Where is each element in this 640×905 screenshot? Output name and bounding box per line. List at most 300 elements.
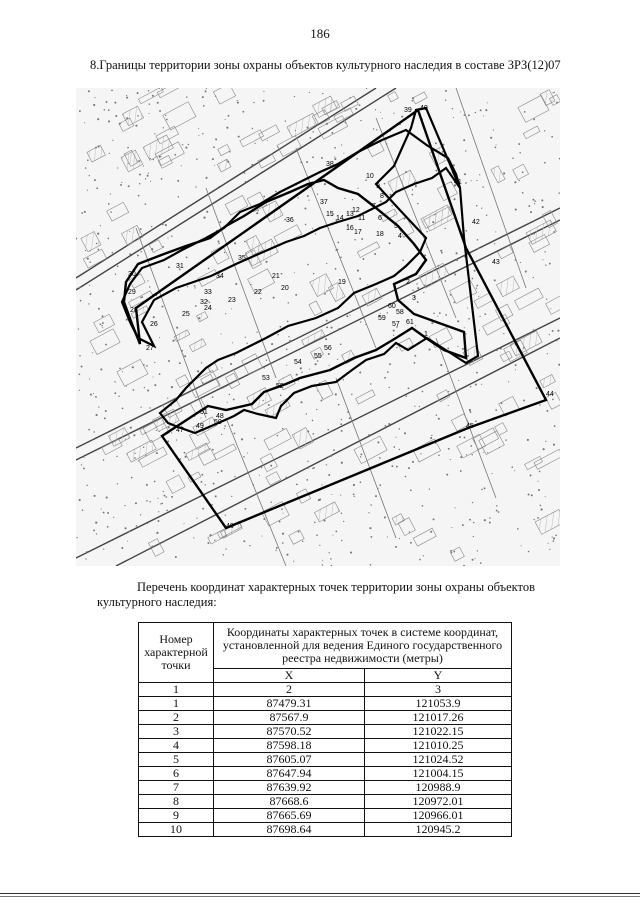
map-dot: [163, 540, 165, 542]
map-point-label: 13: [346, 211, 354, 218]
map-dot: [522, 171, 524, 173]
map-dot: [489, 517, 491, 519]
map-dot: [76, 288, 77, 289]
map-dot: [384, 516, 386, 518]
map-dot: [139, 173, 141, 175]
map-dot: [347, 411, 349, 413]
map-dot: [530, 474, 532, 476]
map-dot: [540, 508, 542, 510]
map-dot: [114, 392, 116, 394]
map-dot: [351, 394, 352, 395]
map-dot: [223, 554, 224, 555]
map-dot: [482, 186, 484, 188]
map-dot: [494, 243, 495, 244]
map-dot: [412, 290, 413, 291]
map-dot: [112, 441, 113, 442]
map-dot: [207, 542, 209, 544]
map-dot: [166, 119, 168, 121]
map-dot: [375, 495, 377, 497]
map-dot: [263, 91, 264, 92]
map-dot: [137, 254, 139, 256]
map-dot: [412, 194, 414, 196]
map-dot: [214, 540, 215, 541]
map-dot: [119, 123, 121, 125]
map-dot: [221, 367, 222, 368]
map-dot: [140, 514, 141, 515]
map-dot: [126, 117, 128, 119]
map-dot: [403, 237, 404, 238]
point-number-cell: 5: [139, 753, 214, 767]
map-dot: [100, 368, 102, 370]
map-dot: [166, 496, 168, 498]
map-dot: [161, 156, 162, 157]
map-dot: [153, 376, 154, 377]
map-dot: [160, 503, 161, 504]
map-dot: [302, 541, 303, 542]
map-dot: [414, 355, 416, 357]
map-dot: [103, 549, 104, 550]
map-dot: [307, 264, 309, 266]
map-dot: [221, 470, 223, 472]
map-dot: [137, 92, 139, 94]
map-dot: [422, 505, 424, 507]
footer-rule-secondary: [0, 896, 640, 897]
map-dot: [481, 384, 482, 385]
map-dot: [527, 439, 529, 441]
map-dot: [117, 483, 118, 484]
map-dot: [450, 294, 452, 296]
map-dot: [93, 529, 95, 531]
map-point-label: 8: [380, 193, 384, 200]
map-dot: [433, 313, 435, 315]
map-dot: [360, 453, 362, 455]
map-dot: [138, 460, 139, 461]
map-dot: [125, 439, 126, 440]
x-coordinate-cell: 87647.94: [214, 767, 365, 781]
map-dot: [423, 555, 424, 556]
map-dot: [215, 138, 217, 140]
map-dot: [459, 388, 461, 390]
map-dot: [370, 536, 372, 538]
map-dot: [159, 156, 161, 158]
map-dot: [556, 102, 558, 104]
y-coordinate-cell: 120988.9: [365, 781, 512, 795]
map-dot: [476, 285, 478, 287]
map-dot: [537, 517, 539, 519]
map-dot: [178, 290, 180, 292]
map-dot: [256, 332, 257, 333]
map-dot: [326, 290, 327, 291]
map-dot: [96, 187, 98, 189]
map-dot: [286, 554, 288, 556]
map-dot: [470, 411, 472, 413]
map-dot: [408, 387, 410, 389]
map-dot: [195, 305, 197, 307]
map-dot: [321, 484, 322, 485]
map-dot: [184, 452, 186, 454]
map-dot: [453, 301, 455, 303]
map-dot: [370, 564, 372, 566]
map-dot: [162, 306, 164, 308]
map-dot: [429, 488, 430, 489]
map-dot: [109, 153, 110, 154]
map-dot: [321, 157, 323, 159]
map-dot: [328, 228, 330, 230]
map-dot: [453, 551, 455, 553]
map-dot: [95, 97, 96, 98]
map-dot: [419, 406, 420, 407]
map-dot: [556, 340, 558, 342]
map-dot: [249, 545, 250, 546]
map-dot: [308, 467, 309, 468]
map-dot: [548, 543, 549, 544]
map-dot: [331, 132, 333, 134]
map-dot: [103, 109, 105, 111]
map-dot: [224, 428, 225, 429]
map-dot: [422, 391, 424, 393]
map-dot: [376, 129, 377, 130]
map-dot: [282, 542, 284, 544]
map-dot: [79, 286, 81, 288]
map-dot: [542, 448, 544, 450]
table-index-row: [139, 683, 512, 697]
map-dot: [151, 545, 153, 547]
x-coordinate-cell: 87479.31: [214, 697, 365, 711]
map-dot: [254, 143, 255, 144]
map-point-label: 14: [336, 215, 344, 222]
map-dot: [399, 428, 401, 430]
map-dot: [330, 558, 332, 560]
map-dot: [88, 303, 89, 304]
header-y: Y: [365, 669, 512, 683]
map-dot: [227, 161, 229, 163]
caption-line2: культурного наследия:: [97, 595, 217, 609]
map-point-label: 22: [254, 289, 262, 296]
map-dot: [79, 373, 81, 375]
map-dot: [89, 285, 90, 286]
map-dot: [122, 371, 123, 372]
map-dot: [116, 456, 117, 457]
map-dot: [448, 405, 449, 406]
map-point-label: 49: [196, 423, 204, 430]
map-dot: [307, 430, 309, 432]
map-dot: [354, 239, 356, 241]
map-dot: [521, 545, 522, 546]
map-dot: [201, 481, 203, 483]
map-dot: [168, 360, 170, 362]
map-dot: [387, 536, 388, 537]
map-point-label: 20: [281, 285, 289, 292]
map-dot: [441, 252, 443, 254]
map-dot: [197, 370, 199, 372]
map-dot: [545, 264, 546, 265]
map-dot: [151, 226, 152, 227]
map-dot: [221, 333, 222, 334]
map-dot: [83, 456, 84, 457]
map-dot: [552, 330, 554, 332]
map-dot: [79, 499, 81, 501]
map-dot: [228, 115, 230, 117]
map-dot: [480, 562, 482, 564]
map-dot: [319, 498, 321, 500]
map-dot: [157, 102, 159, 104]
map-dot: [544, 130, 545, 131]
map-dot: [435, 214, 436, 215]
map-dot: [226, 160, 227, 161]
map-dot: [277, 435, 278, 436]
map-dot: [541, 199, 543, 201]
map-point-label: 5: [394, 223, 398, 230]
map-dot: [369, 527, 371, 529]
map-dot: [105, 410, 107, 412]
map-dot: [196, 518, 197, 519]
x-coordinate-cell: 87668.6: [214, 795, 365, 809]
map-dot: [349, 417, 351, 419]
map-dot: [101, 508, 102, 509]
map-dot: [132, 366, 134, 368]
map-dot: [412, 97, 414, 99]
map-point-label: 56: [324, 345, 332, 352]
map-dot: [85, 250, 86, 251]
map-dot: [135, 125, 137, 127]
map-point-label: 23: [228, 297, 236, 304]
map-dot: [294, 96, 295, 97]
map-dot: [94, 495, 96, 497]
map-point-label: 4: [398, 233, 402, 240]
map-dot: [525, 270, 527, 272]
map-dot: [437, 265, 439, 267]
map-dot: [316, 409, 317, 410]
map-dot: [141, 296, 143, 298]
map-dot: [176, 439, 177, 440]
map-dot: [523, 347, 525, 349]
map-dot: [98, 308, 100, 310]
map-point-label: 19: [338, 279, 346, 286]
map-dot: [472, 559, 474, 561]
map-dot: [244, 508, 246, 510]
map-point-label: 35: [238, 255, 246, 262]
map-dot: [107, 512, 109, 514]
map-dot: [533, 233, 535, 235]
map-dot: [102, 322, 104, 324]
map-dot: [378, 488, 379, 489]
map-dot: [470, 386, 472, 388]
map-dot: [539, 404, 541, 406]
index-col-3: 3: [365, 683, 512, 697]
map-dot: [312, 420, 314, 422]
map-dot: [238, 136, 240, 138]
map-dot: [464, 173, 466, 175]
map-dot: [261, 467, 262, 468]
map-dot: [477, 239, 479, 241]
map-dot: [360, 120, 361, 121]
map-dot: [183, 354, 184, 355]
map-dot: [196, 158, 198, 160]
map-dot: [457, 346, 458, 347]
map-dot: [435, 142, 437, 144]
map-dot: [537, 481, 538, 482]
map-dot: [187, 286, 188, 287]
map-dot: [464, 114, 466, 116]
map-dot: [393, 335, 394, 336]
map-dot: [479, 330, 480, 331]
map-dot: [298, 380, 299, 381]
caption-line1: Перечень координат характерных точек территории зоны охраны объектов: [137, 580, 536, 594]
map-dot: [89, 250, 90, 251]
map-dot: [424, 285, 425, 286]
map-dot: [464, 327, 465, 328]
map-dot: [549, 334, 550, 335]
table-row: [139, 795, 512, 809]
map-point-label: 9: [376, 183, 380, 190]
map-dot: [553, 537, 555, 539]
map-dot: [275, 191, 277, 193]
map-dot: [195, 186, 196, 187]
map-dot: [498, 511, 500, 513]
map-dot: [380, 112, 381, 113]
map-dot: [523, 399, 525, 401]
map-dot: [281, 508, 283, 510]
map-point-label: 45: [466, 423, 474, 430]
map-dot: [163, 491, 164, 492]
coordinates-caption: [97, 580, 567, 610]
map-dot: [395, 546, 397, 548]
map-dot: [417, 287, 419, 289]
map-dot: [399, 538, 400, 539]
map-dot: [328, 353, 330, 355]
map-dot: [419, 559, 421, 561]
map-dot: [467, 308, 468, 309]
map-dot: [391, 205, 393, 207]
map-dot: [198, 128, 199, 129]
map-dot: [322, 560, 323, 561]
map-dot: [232, 342, 233, 343]
map-dot: [250, 284, 251, 285]
map-dot: [268, 404, 270, 406]
map-dot: [148, 113, 149, 114]
map-dot: [209, 534, 211, 536]
map-dot: [90, 394, 92, 396]
map-dot: [175, 556, 177, 558]
map-dot: [176, 327, 178, 329]
map-dot: [315, 363, 317, 365]
map-dot: [335, 393, 337, 395]
map-dot: [517, 528, 519, 530]
map-dot: [532, 199, 534, 201]
map-dot: [316, 534, 318, 536]
map-dot: [106, 101, 108, 103]
map-dot: [554, 425, 556, 427]
y-coordinate-cell: 120972.01: [365, 795, 512, 809]
map-dot: [495, 409, 497, 411]
map-svg: [76, 88, 560, 566]
map-dot: [117, 167, 118, 168]
map-dot: [205, 177, 207, 179]
map-dot: [279, 521, 281, 523]
map-dot: [152, 95, 154, 97]
zone-boundary-map: [76, 88, 560, 566]
map-dot: [370, 504, 372, 506]
map-dot: [103, 459, 105, 461]
map-dot: [480, 109, 482, 111]
map-dot: [168, 426, 170, 428]
map-dot: [451, 527, 452, 528]
map-dot: [451, 552, 452, 553]
map-dot: [225, 548, 226, 549]
map-dot: [229, 151, 230, 152]
map-dot: [305, 224, 307, 226]
map-dot: [471, 180, 472, 181]
map-dot: [89, 175, 90, 176]
map-dot: [247, 453, 248, 454]
map-dot: [231, 308, 232, 309]
map-dot: [188, 144, 190, 146]
map-dot: [194, 285, 196, 287]
map-dot: [149, 501, 151, 503]
map-point-label: 48: [216, 413, 224, 420]
map-dot: [340, 343, 342, 345]
map-dot: [315, 233, 316, 234]
map-dot: [126, 386, 127, 387]
map-dot: [150, 181, 151, 182]
map-dot: [446, 474, 448, 476]
map-dot: [296, 483, 298, 485]
map-dot: [463, 139, 465, 141]
map-dot: [484, 313, 486, 315]
map-dot: [141, 251, 142, 252]
map-dot: [387, 371, 389, 373]
map-point-label: 46: [226, 523, 234, 530]
map-dot: [539, 471, 541, 473]
map-dot: [493, 129, 494, 130]
map-dot: [97, 249, 99, 251]
map-dot: [478, 296, 479, 297]
map-point-label: 2: [406, 279, 410, 286]
map-dot: [367, 284, 368, 285]
map-dot: [435, 170, 437, 172]
map-dot: [445, 90, 447, 92]
map-dot: [377, 441, 379, 443]
map-dot: [459, 436, 461, 438]
map-dot: [154, 133, 155, 134]
map-dot: [93, 104, 95, 106]
map-dot: [308, 200, 309, 201]
map-dot: [540, 505, 542, 507]
map-dot: [107, 526, 109, 528]
map-dot: [309, 92, 310, 93]
map-dot: [237, 102, 239, 104]
map-dot: [166, 512, 167, 513]
map-point-label: 3: [412, 295, 416, 302]
point-number-cell: 1: [139, 697, 214, 711]
map-dot: [361, 238, 363, 240]
map-point-label: 41: [454, 179, 462, 186]
map-dot: [515, 259, 516, 260]
map-dot: [128, 530, 130, 532]
map-dot: [499, 447, 500, 448]
y-coordinate-cell: 121053.9: [365, 697, 512, 711]
map-dot: [334, 147, 336, 149]
map-dot: [414, 362, 416, 364]
map-dot: [156, 532, 158, 534]
map-dot: [384, 377, 386, 379]
x-coordinate-cell: 87605.07: [214, 753, 365, 767]
map-dot: [225, 313, 226, 314]
map-dot: [393, 330, 395, 332]
map-dot: [328, 474, 330, 476]
map-dot: [520, 262, 521, 263]
map-dot: [481, 208, 482, 209]
